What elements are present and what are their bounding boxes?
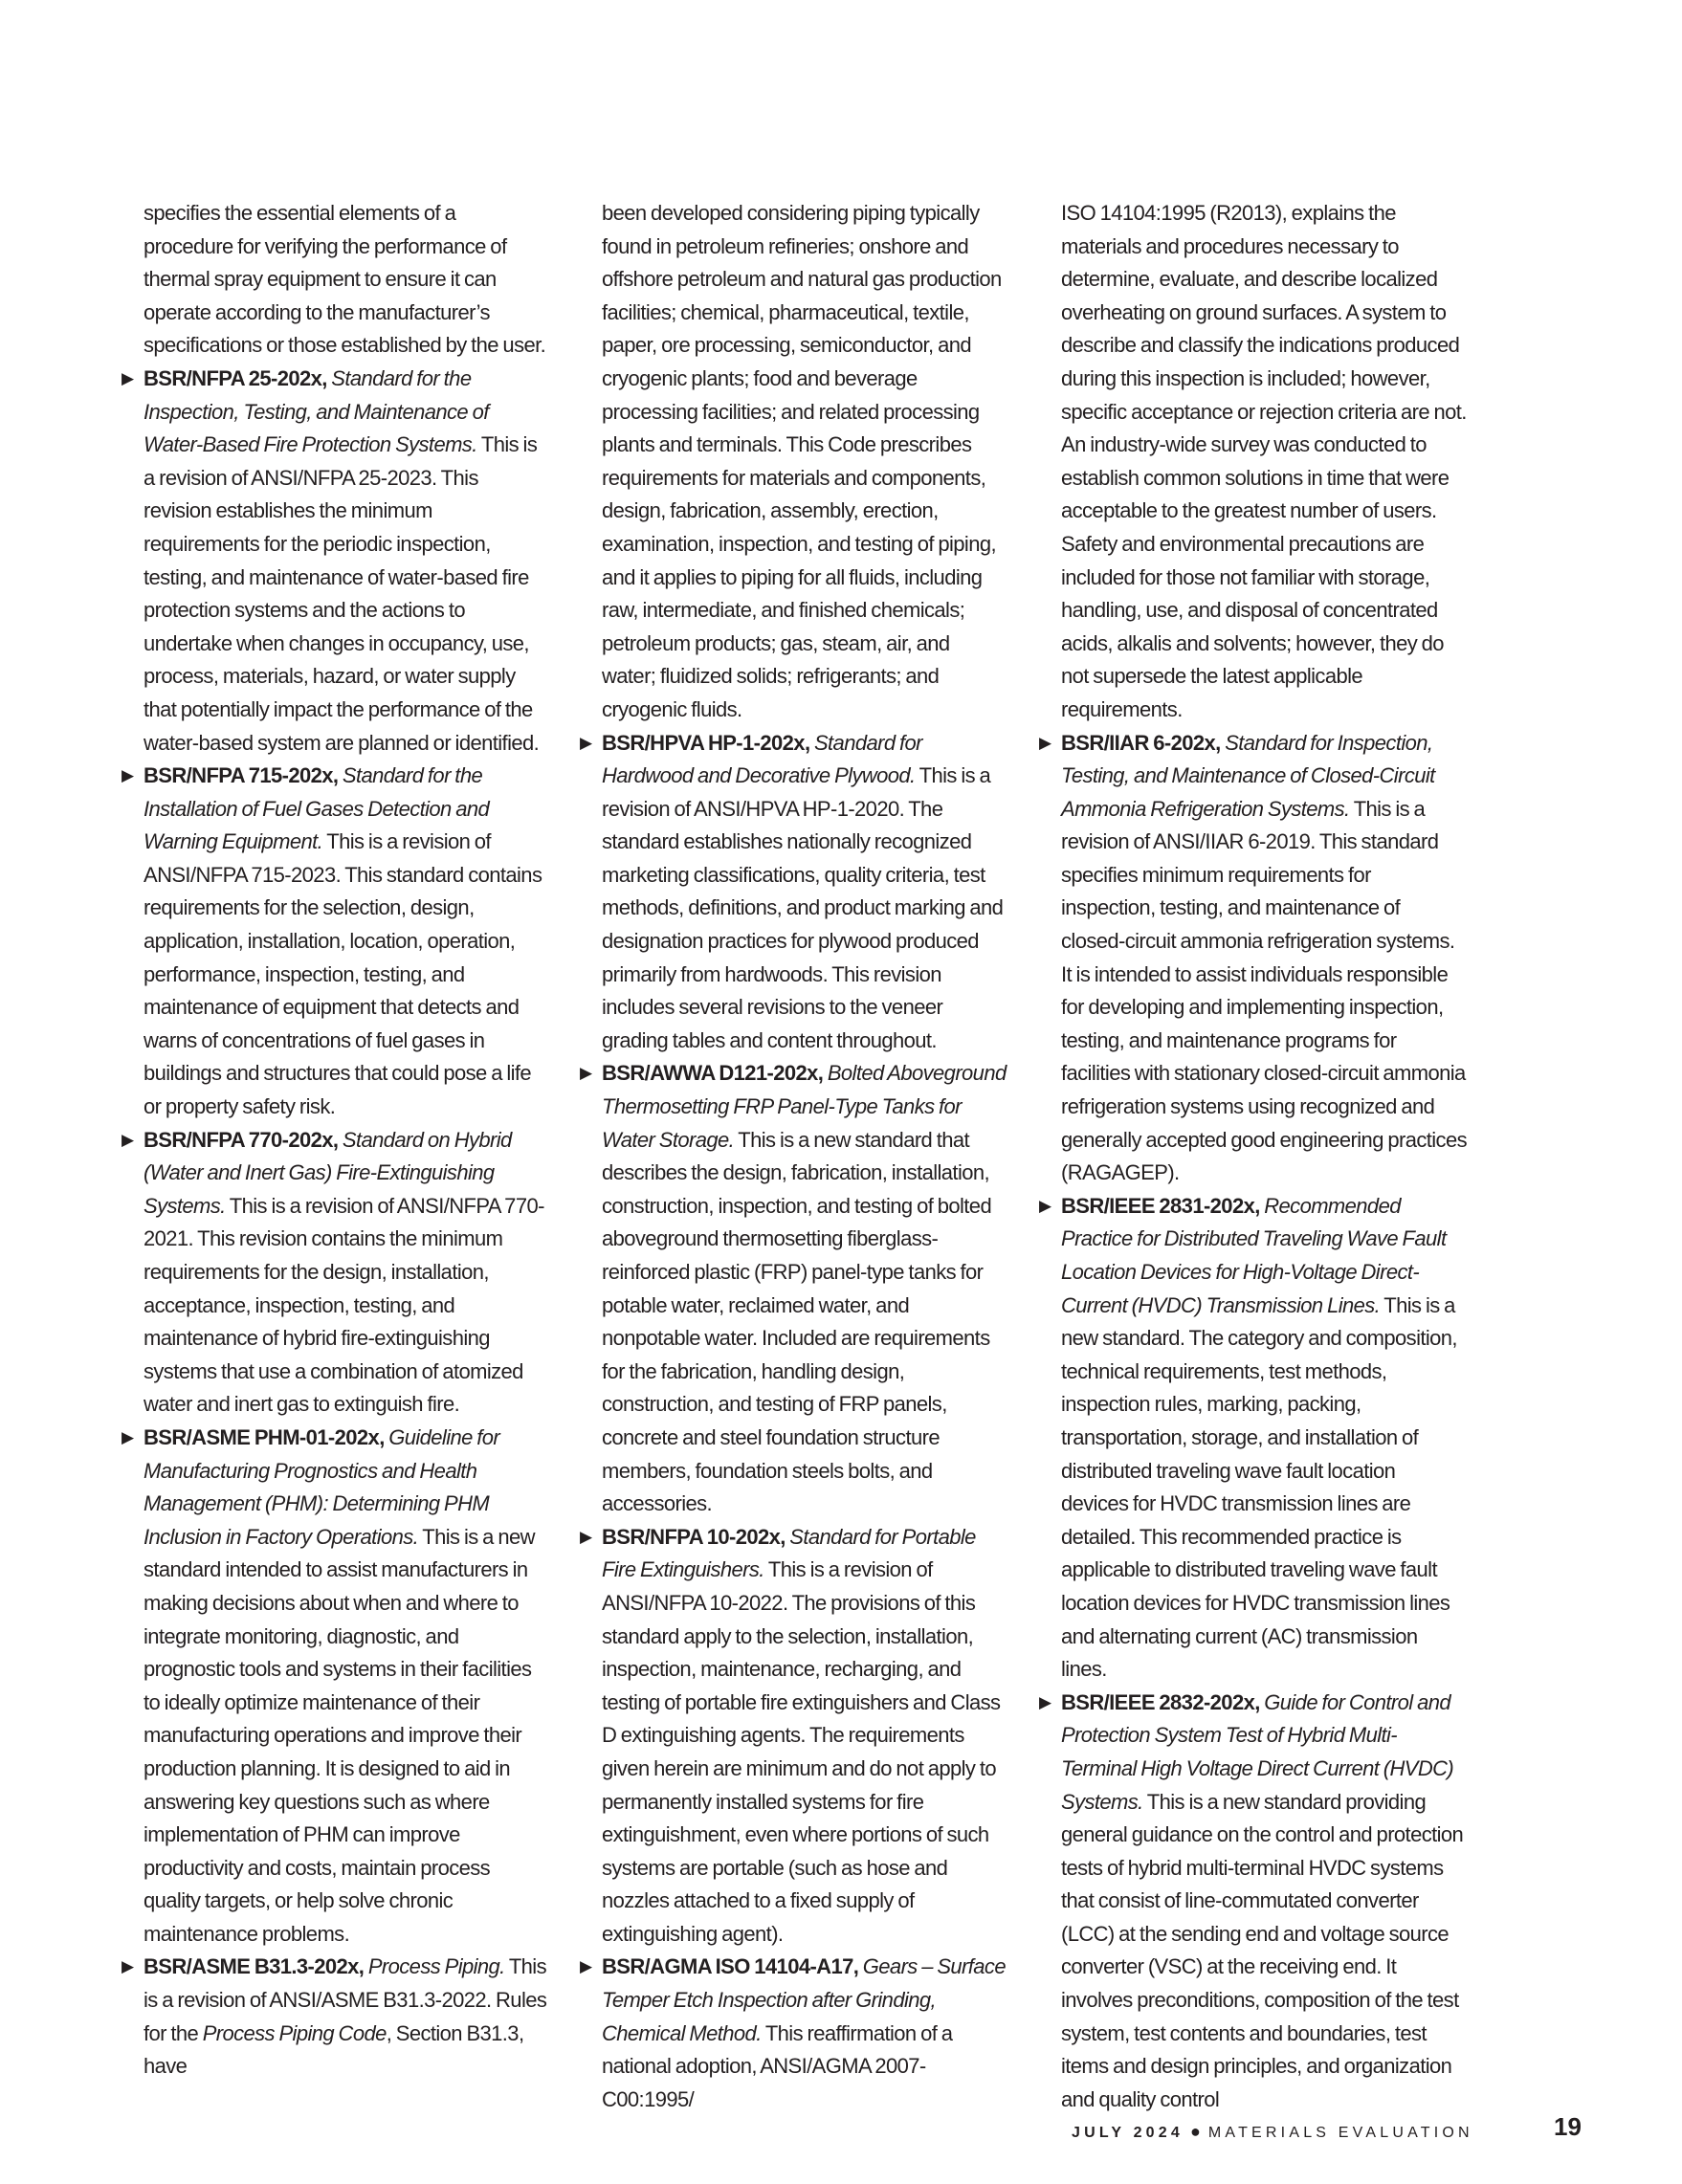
triangle-bullet-icon: ▶ <box>1039 1692 1051 1711</box>
standard-entry <box>580 727 1007 1058</box>
triangle-bullet-icon: ▶ <box>1039 1196 1051 1215</box>
standard-code: BSR/IIAR 6-202x, <box>1061 730 1221 755</box>
standard-code: BSR/NFPA 715-202x, <box>144 763 339 788</box>
standard-description-tail: , Section B31.3, have <box>144 2020 524 2079</box>
triangle-bullet-icon: ▶ <box>580 733 592 752</box>
standard-title: Standard for Portable Fire Extinguishers. <box>602 1524 976 1582</box>
column-3 <box>1039 197 1467 2116</box>
triangle-bullet-icon: ▶ <box>122 1957 134 1976</box>
standard-description: This is a new standard. The category and composition, technical requirements, test methods, inspection rules, marking, packing, transportation, storage, and installation of distributed traveling wave fault location devices for HVDC transmission lines are detailed. This recommended practice is applicable to distributed traveling wave fault location devices for HVDC transmission lines and alternating current (AC) transmission lines. <box>1061 1292 1457 1682</box>
standard-description: This is a revision of ANSI/IIAR 6-2019. This standard specifies minimum requirements for inspection, testing, and maintenance of closed-circuit ammonia refrigeration systems. It is intended to assist individuals responsible for developing and implementing inspection, testing, and maintenance programs for facilities with stationary closed-circuit ammonia refrigeration systems using recognized and generally accepted good engineering practices (RAGAGEP). <box>1061 796 1467 1185</box>
standard-entry <box>122 363 549 760</box>
standard-entry <box>580 1057 1007 1520</box>
column-2 <box>580 197 1007 2116</box>
standard-code: BSR/NFPA 770-202x, <box>144 1127 339 1152</box>
triangle-bullet-icon: ▶ <box>122 1427 134 1446</box>
standard-entry <box>122 1124 549 1422</box>
magazine-name: MATERIALS EVALUATION <box>1207 2125 1473 2141</box>
triangle-bullet-icon: ▶ <box>122 1130 134 1149</box>
standard-code: BSR/IEEE 2831-202x, <box>1061 1193 1260 1218</box>
triangle-bullet-icon: ▶ <box>122 368 134 387</box>
standard-entry <box>1039 1687 1467 2117</box>
standard-description: This is a revision of ANSI/HPVA HP-1-2020. The standard establishes nationally recognized marketing classifications, quality criteria, test methods, definitions, and product marking and designation practices for plywood produced primarily from hardwoods. This revision includes several revisions to the veneer grading tables and content throughout. <box>602 763 1004 1052</box>
standard-description: This is a revision of ANSI/NFPA 715-2023. This standard contains requirements for the selection, design, application, installation, location, operation, performance, inspection, testing, and maintenance of equipment that detects and warns of concentrations of fuel gases in buildings and structures that could pose a life or property safety risk. <box>144 829 542 1119</box>
running-footer <box>1072 2122 1473 2142</box>
triangle-bullet-icon: ▶ <box>580 1957 592 1976</box>
triangle-bullet-icon: ▶ <box>580 1064 592 1083</box>
triangle-bullet-icon: ▶ <box>580 1527 592 1546</box>
standard-entry <box>122 1422 549 1952</box>
bullet-dot-icon: ● <box>1184 2122 1201 2141</box>
standard-title: Standard for the Inspection, Testing, and Maintenance of Water-Based Fire Protection Systems. <box>144 365 489 457</box>
column-1 <box>122 197 549 2084</box>
standard-code: BSR/AGMA ISO 14104-A17, <box>602 1954 859 1979</box>
standard-title: Process Piping. <box>367 1954 505 1979</box>
standard-description: This is a revision of ANSI/NFPA 770-2021. This revision contains the minimum requirements for the design, installation, acceptance, inspection, testing, and maintenance of hybrid fire-extinguishing systems that use a combination of atomized water and inert gas to extinguish fire. <box>144 1193 544 1417</box>
standard-code: BSR/NFPA 10-202x, <box>602 1524 786 1549</box>
standard-description: This is a new standard that describes the design, fabrication, installation, construction, inspection, and testing of bolted aboveground thermosetting fiberglass-reinforced plastic (FRP) panel-type tanks for potable water, reclaimed water, and nonpotable water. Included are requirements for the fabrication, handling design, construction, and testing of FRP panels, concrete and steel foundation structure members, foundation steels bolts, and accessories. <box>602 1127 992 1516</box>
standard-title: Gears – Surface Temper Etch Inspection after Grinding, Chemical Method. <box>602 1954 1006 2045</box>
standard-code: BSR/NFPA 25-202x, <box>144 365 327 390</box>
continued-paragraph: specifies the essential elements of a procedure for verifying the performance of thermal spray equipment to ensure it can operate according to the manufacturer’s specifications or those established by the user. <box>144 201 546 358</box>
standard-title: Standard on Hybrid (Water and Inert Gas) Fire-Extinguishing Systems. <box>144 1127 512 1218</box>
page-number: 19 <box>1554 2112 1582 2141</box>
standard-description: This is a new standard intended to assist manufacturers in making decisions about when and where to integrate monitoring, diagnostic, and prognostic tools and systems in their facilities to ideally optimize maintenance of their manufacturing operations and improve their production planning. It is designed to aid in answering key questions such as where implementation of PHM can improve productivity and costs, maintain process quality targets, or help solve chronic maintenance problems. <box>144 1524 535 1946</box>
triangle-bullet-icon: ▶ <box>122 766 134 785</box>
continued-paragraph: ISO 14104:1995 (R2013), explains the materials and procedures necessary to determine, evaluate, and describe localized overheating on ground surfaces. A system to describe and classify the indications produced during this inspection is included; however, specific acceptance or rejection criteria are not. An industry-wide survey was conducted to establish common solutions in time that were acceptable to the greatest number of users. Safety and environmental precautions are included for those not familiar with storage, handling, use, and disposal of concentrated acids, alkalis and solvents; however, they do not supersede the latest applicable requirements. <box>1061 201 1467 721</box>
standard-code: BSR/AWWA D121-202x, <box>602 1061 824 1086</box>
standard-title: Standard for the Installation of Fuel Gases Detection and Warning Equipment. <box>144 763 490 854</box>
code-name-italic: Process Piping Code <box>202 2020 387 2045</box>
standard-entry <box>580 1521 1007 1952</box>
standard-title: Standard for Hardwood and Decorative Plywood. <box>602 730 922 788</box>
issue-date: JULY 2024 <box>1072 2125 1184 2141</box>
standard-code: BSR/HPVA HP-1-202x, <box>602 730 810 755</box>
standard-entry <box>1039 727 1467 1190</box>
standard-description: This is a revision of ANSI/NFPA 25-2023. This revision establishes the minimum requirements for the periodic inspection, testing, and maintenance of water-based fire protection systems and the actions to undertake when changes in occupancy, use, process, materials, hazard, or water supply that potentially impact the performance of the water-based system are planned or identified. <box>144 432 540 755</box>
continued-paragraph: been developed considering piping typically found in petroleum refineries; onshore and offshore petroleum and natural gas production facilities; chemical, pharmaceutical, textile, paper, ore processing, semiconductor, and cryogenic plants; food and beverage processing facilities; and related processing plants and terminals. This Code prescribes requirements for materials and components, design, fabrication, assembly, erection, examination, inspection, and testing of piping, and it applies to piping for all fluids, including raw, intermediate, and finished chemicals; petroleum products; gas, steam, air, and water; fluidized solids; refrigerants; and cryogenic fluids. <box>602 201 1002 721</box>
standard-entry <box>580 1951 1007 2116</box>
standard-title: Recommended Practice for Distributed Traveling Wave Fault Location Devices for High-Voltage Direct-Current (HVDC) Transmission Lines. <box>1061 1193 1447 1317</box>
standard-title: Guide for Control and Protection System Test of Hybrid Multi-Terminal High Voltage Direct Current (HVDC) Systems. <box>1061 1689 1454 1814</box>
standard-description: This is a new standard providing general guidance on the control and protection tests of hybrid multi-terminal HVDC systems that consist of line-commutated converter (LCC) at the sending end and voltage source converter (VSC) at the receiving end. It involves preconditions, composition of the test system, test contents and boundaries, test items and design principles, and organization and quality control <box>1061 1789 1464 2111</box>
standard-title: Standard for Inspection, Testing, and Maintenance of Closed-Circuit Ammonia Refrigeration Systems. <box>1061 730 1435 821</box>
standard-code: BSR/ASME PHM-01-202x, <box>144 1424 385 1449</box>
standard-entry <box>122 760 549 1124</box>
standard-entry <box>1039 1190 1467 1687</box>
standard-title: Guideline for Manufacturing Prognostics and Health Management (PHM): Determining PHM Inclusion in Factory Operations. <box>144 1424 500 1549</box>
triangle-bullet-icon: ▶ <box>1039 733 1051 752</box>
standard-title: Bolted Aboveground Thermosetting FRP Panel-Type Tanks for Water Storage. <box>602 1061 1007 1152</box>
standard-description: This reaffirmation of a national adoption, ANSI/AGMA 2007-C00:1995/ <box>602 2020 953 2111</box>
standard-code: BSR/ASME B31.3-202x, <box>144 1954 365 1979</box>
standard-description: This is a revision of ANSI/NFPA 10-2022. The provisions of this standard apply to the selection, installation, inspection, maintenance, recharging, and testing of portable fire extinguishers and Class D extinguishing agents. The requirements given herein are minimum and do not apply to permanently installed systems for fire extinguishment, even where portions of such systems are portable (such as hose and nozzles attached to a fixed supply of extinguishing agent). <box>602 1557 1001 1946</box>
standard-entry <box>122 1951 549 2083</box>
standard-description: This is a revision of ANSI/ASME B31.3-2022. Rules for the <box>144 1954 547 2045</box>
standard-code: BSR/IEEE 2832-202x, <box>1061 1689 1260 1714</box>
